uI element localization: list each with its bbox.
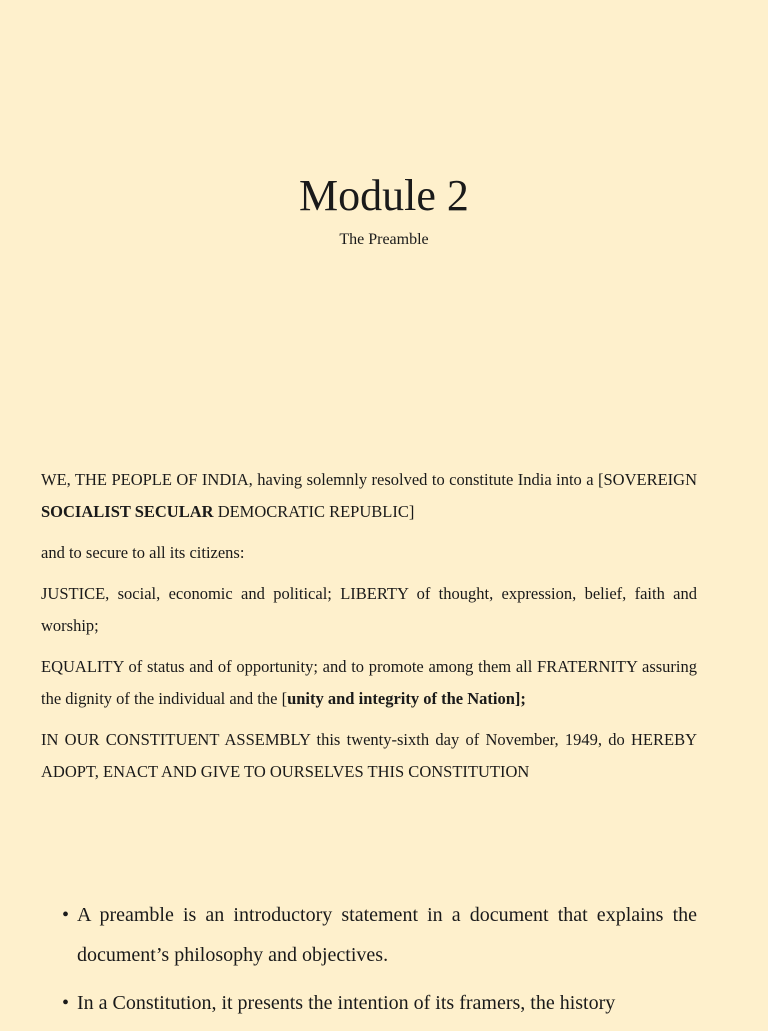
bullet-text: A preamble is an introductory statement in a document that explains the document’s philosophy and objectives. [77,904,697,966]
preamble-text [41,464,697,797]
preamble-p4-text: EQUALITY of status and of opportunity; and to promote among them all FRATERNITY assuring the dignity of the individual and the [ [41,657,697,708]
slide-title: Module 2 [299,171,469,220]
preamble-p1-end: DEMOCRATIC REPUBLIC] [213,502,415,521]
preamble-paragraph-4 [41,651,697,715]
preamble-paragraph-2: and to secure to all its citizens: [41,543,245,562]
bullet-marker: • [62,992,70,1014]
list-item [62,895,697,975]
bullet-text: In a Constitution, it presents the intention of its framers, the history [77,992,616,1014]
preamble-paragraph-5: IN OUR CONSTITUENT ASSEMBLY this twenty-sixth day of November, 1949, do HEREBY ADOPT, ENACT AND GIVE TO OURSELVES THIS CONSTITUTION [41,730,697,781]
bullet-marker: • [62,904,70,926]
list-item [62,983,697,1023]
preamble-paragraph-1 [41,464,697,528]
slide-subtitle: The Preamble [339,231,429,248]
preamble-p1-text: , having solemnly resolved to constitute India into a [SOVEREIGN [248,470,697,489]
preamble-p1-bold: SOCIALIST SECULAR [41,502,214,521]
preamble-p4-bold: unity and integrity of the Nation]; [287,689,526,708]
preamble-paragraph-3: JUSTICE, social, economic and political; LIBERTY of thought, expression, belief, faith and worship; [41,584,697,635]
bullet-list [62,895,697,1031]
preamble-p1-people: WE, THE PEOPLE OF INDIA [41,470,249,489]
